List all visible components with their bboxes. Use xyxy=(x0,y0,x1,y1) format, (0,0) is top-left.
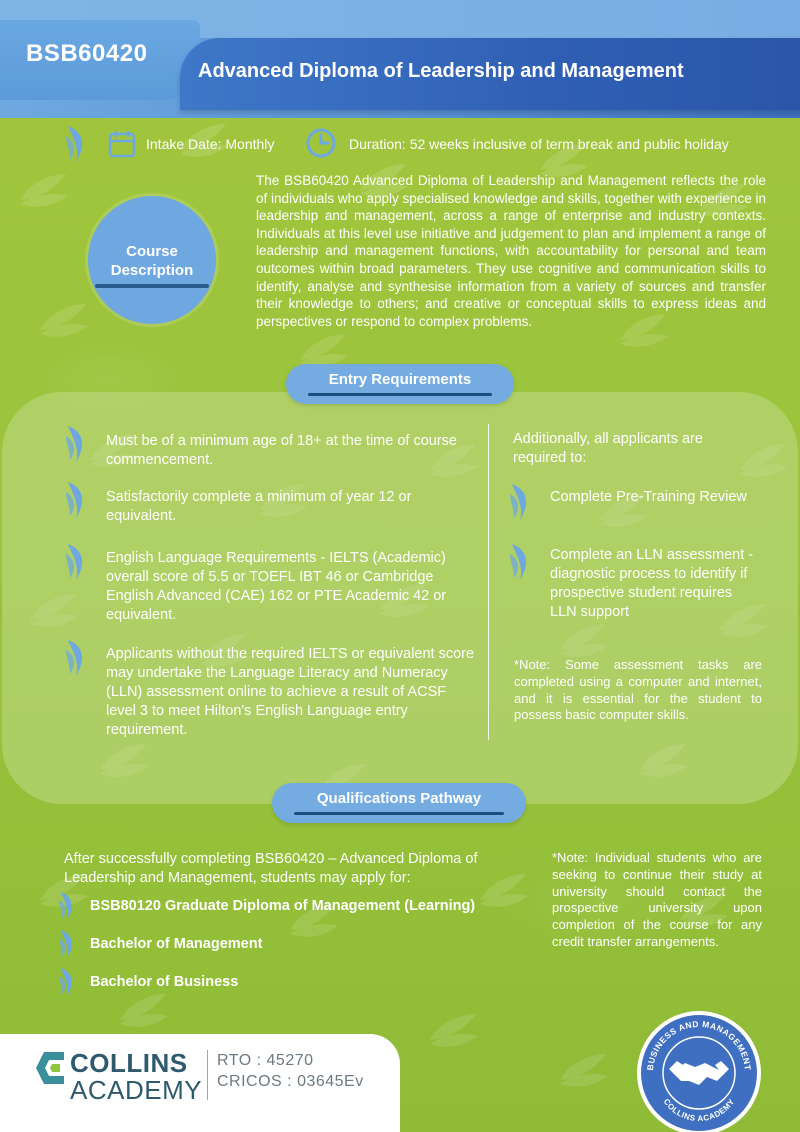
qualification-item: Bachelor of Management xyxy=(90,936,263,952)
badge-top-text: BUSINESS AND MANAGEMENT xyxy=(644,1018,753,1072)
leaf-bullet-icon xyxy=(56,928,78,960)
course-description-underline xyxy=(95,284,209,288)
leaf-bullet-icon xyxy=(506,482,534,522)
course-title: Advanced Diploma of Leadership and Management xyxy=(198,60,684,82)
logo-divider xyxy=(207,1050,208,1100)
leaf-bullet-icon xyxy=(62,638,90,678)
clock-icon xyxy=(306,128,336,158)
logo-name-collins: COLLINS xyxy=(70,1048,188,1078)
entry-requirement-item: Satisfactorily complete a minimum of year 12 or equivalent. xyxy=(106,489,412,524)
cricos-number: CRICOS : 03645Ev xyxy=(217,1073,364,1090)
entry-requirement-item: English Language Requirements - IELTS (Academic) overall score of 5.5 or TOEFL IBT 46 or Cambridge English Advanced (CAE) 162 or PTE Academic 42 or equivalent. xyxy=(106,550,447,623)
course-code: BSB60420 xyxy=(26,40,148,67)
course-description-text: The BSB60420 Advanced Diploma of Leadership and Management reflects the role of individuals who apply specialised knowledge and skills, together with experience in leadership and management, across a range of enterprise and industry contexts. Individuals at this level use initiative and judgement to plan and implement a range of leadership and management functions, with accountability for personal and team outcomes within broad parameters. They use cognitive and communication skills to identify, analyse and synthesise information from a variety of sources and transfer their knowledge to others; and creative or conceptual skills to express ideas and perspectives or respond to complex problems. xyxy=(256,173,766,329)
heading-underline xyxy=(308,393,492,396)
leaf-bullet-icon xyxy=(62,124,90,164)
logo-name-academy: ACADEMY xyxy=(70,1075,203,1105)
collins-logo-icon xyxy=(34,1048,68,1088)
additional-requirements-intro: Additionally, all applicants are required to: xyxy=(513,431,703,466)
qualifications-intro: After successfully completing BSB60420 – Advanced Diploma of Leadership and Management, students may apply for: xyxy=(64,851,478,886)
qualifications-pathway-heading-text: Qualifications Pathway xyxy=(316,790,482,807)
leaf-bullet-icon xyxy=(56,890,78,922)
leaf-bullet-icon xyxy=(62,542,90,582)
qualifications-pathway-heading xyxy=(272,783,526,823)
leaf-bullet-icon xyxy=(62,480,90,520)
university-note: *Note: Individual students who are seeking to continue their study at university should contact the prospective university upon completion of the course for any credit transfer arrangements. xyxy=(552,850,762,949)
business-management-badge xyxy=(633,1007,765,1132)
leaf-bullet-icon xyxy=(62,424,90,464)
duration: Duration: 52 weeks inclusive of term break and public holiday xyxy=(349,136,729,152)
computer-skills-note: *Note: Some assessment tasks are completed using a computer and internet, and it is essential for the student to possess basic computer skills. xyxy=(514,657,762,723)
additional-requirement-item: Complete an LLN assessment - diagnostic process to identify if prospective student requires LLN support xyxy=(550,547,754,620)
rto-number: RTO : 45270 xyxy=(217,1052,314,1069)
entry-requirements-heading-text: Entry Requirements xyxy=(328,371,472,388)
entry-requirement-item: Must be of a minimum age of 18+ at the time of course commencement. xyxy=(106,433,457,468)
calendar-icon xyxy=(108,130,136,158)
qualification-item: Bachelor of Business xyxy=(90,974,239,990)
heading-underline xyxy=(294,812,504,815)
leaf-bullet-icon xyxy=(56,966,78,998)
intake-date: Intake Date: Monthly xyxy=(146,136,275,152)
qualification-item: BSB80120 Graduate Diploma of Management (Learning) xyxy=(90,898,476,914)
leaf-bullet-icon xyxy=(506,542,534,582)
course-description-label: Course Description xyxy=(110,243,194,279)
badge-bottom-text: COLLINS ACADEMY xyxy=(661,1097,737,1124)
entry-requirements-heading xyxy=(286,364,514,404)
entry-requirement-item: Applicants without the required IELTS or equivalent score may undertake the Language Literacy and Numeracy (LLN) assessment online to achieve a result of ACSF level 3 to meet Hilton's English Language entry requirement. xyxy=(106,646,475,738)
additional-requirement-item: Complete Pre-Training Review xyxy=(550,489,747,505)
column-divider xyxy=(488,424,489,740)
